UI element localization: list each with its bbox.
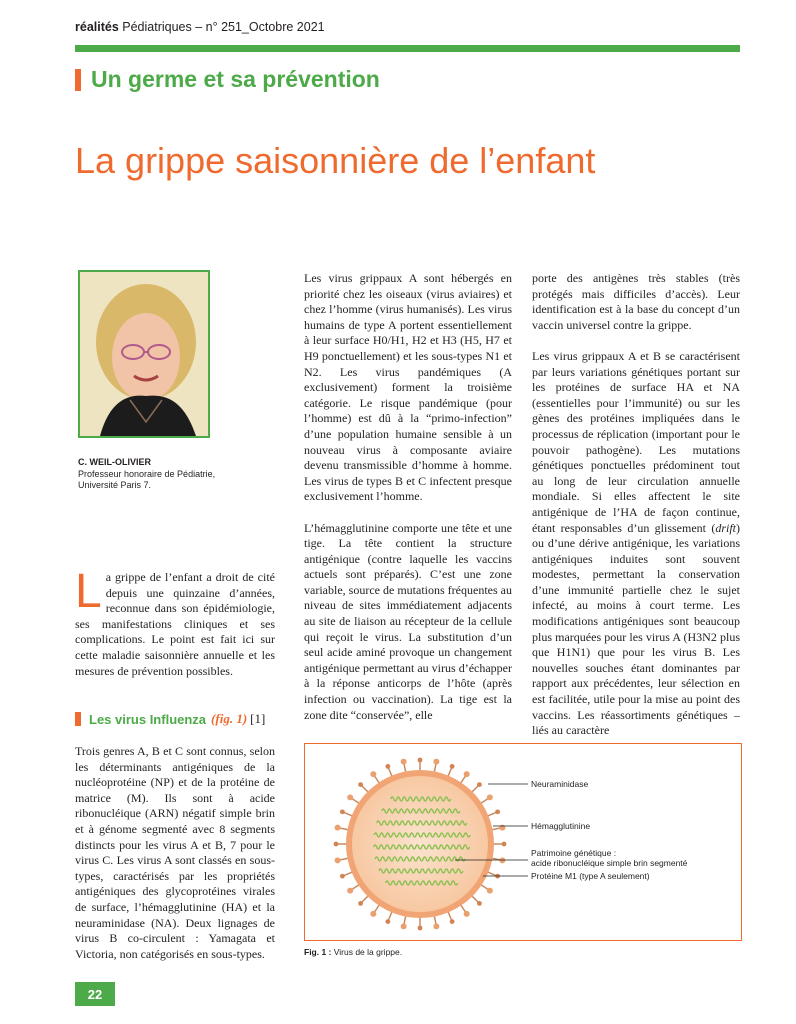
paragraph: Les virus grippaux A sont hébergés en priorité chez les oiseaux (virus aviaires) et chez l’homme (virus humanisés). Les virus humains de type A portent essentiellement à leur surface H0/H1, H2 et H3 (H5, H7 et H9 ponctuellement) et les sous-types N1 et N2. Les virus pandémiques (A exclusivement) forment la troisième catégorie. Le risque pandémique (pour l’homme) est dû à la “primo-infection” d’une population humaine sensible à un nouveau virus à composante aviaire devenu transmissible d’homme à homme. Les virus de types B et C infectent presque exclusivement l’homme.: [304, 271, 512, 504]
virus-diagram: [305, 744, 741, 940]
column3-body: [532, 271, 740, 739]
paragraph-text: ) ou d’une dérive antigénique, les variations antigéniques induites sont souvent modestes, permettant la conservation d’une immunité partielle chez le sujet infecté, au moins à court terme. Les modifications antigéniques sont beaucoup plus marquées pour les virus A (H3N2 plus que H1N1) que pour les virus B. Les nouvelles souches étant dominantes par rapport aux précédentes, leur sélection en est facilitée, utile pour la mise au point des vaccins. Les réassortiments génétiques – liés au caractère: [532, 520, 740, 738]
author-name: C. WEIL-OLIVIER: [78, 457, 151, 467]
citation-ref[interactable]: [1]: [250, 711, 266, 726]
header-rule: [75, 45, 740, 52]
section-label: [75, 66, 380, 93]
author-photo: [78, 270, 210, 438]
author-role-line1: Professeur honoraire de Pédiatrie,: [78, 469, 216, 479]
page-title: La grippe saisonnière de l’enfant: [75, 140, 596, 181]
author-role: [78, 469, 238, 491]
caption-text: Virus de la grippe.: [331, 947, 403, 957]
paragraph-text: Les virus grippaux A et B se caractérisent par leurs variations génétiques portant sur les protéines de surface HA et NA (essentielles pour l’immunité) ou sur les gènes des protéines impliquées dans le processus de réplication (important pour le pouvoir pathogène). Les mutations génétiques ponctuelles prédominent tout au long de leur circulation annuelle mondiale. Si elles affectent le site antigénique de l’HA de façon continue, étant responsables d’un glissement (: [532, 348, 740, 535]
label-neuraminidase: Neuraminidase: [531, 779, 589, 789]
running-header: [75, 20, 325, 34]
drop-cap: L: [75, 565, 102, 618]
section-marker: [75, 69, 81, 91]
figure-ref-link[interactable]: (fig. 1): [211, 711, 248, 726]
subheading-virus-influenza: [75, 711, 265, 727]
caption-prefix: Fig. 1 :: [304, 947, 332, 957]
intro-text: a grippe de l’enfant a droit de cité depuis une quinzaine d’années, reconnue dans son épidémiologie, ses manifestations cliniques et ses complications. Le point est fait ici sur cette maladie saisonnière annuelle et les mesures de prévention possibles.: [75, 570, 275, 678]
figure-virus-box: [304, 743, 742, 941]
author-role-line2: Université Paris 7.: [78, 480, 152, 490]
intro-paragraph: [75, 565, 275, 679]
figure-caption: [304, 947, 402, 957]
page-number: 22: [75, 982, 115, 1006]
issue-info: Pédiatriques – n° 251_Octobre 2021: [118, 20, 325, 34]
section-label-text: Un germe et sa prévention: [91, 66, 380, 92]
drift-term: drift: [715, 520, 736, 535]
virus-core: [352, 776, 488, 912]
paragraph: porte des antigènes très stables (très protégés mais difficiles d’accès). Leur identification est à la base du concept d’un vaccin universel contre la grippe.: [532, 271, 740, 332]
label-patrimoine-line2: acide ribonucléique simple brin segmenté: [531, 858, 688, 868]
author-portrait-image: [80, 272, 208, 436]
label-proteine-m1: Protéine M1 (type A seulement): [531, 871, 650, 881]
paragraph: Trois genres A, B et C sont connus, selon les déterminants antigéniques de la nucléoprotéine (NP) et de la protéine de matrice (M). Ils sont à acide ribonucléique (ARN) négatif simple brin et à génome segmenté avec 8 segments distincts pour les virus A et B, 7 pour le virus C. Les virus A sont classés en sous-types, caractérisés par les propriétés antigéniques des glycoprotéines virales de surface, l’hémagglutinine (HA) et la neuraminidase (NA). Deux lignages de virus B co-circulent : Yamagata et Victoria, non catégorisés en sous-types.: [75, 744, 275, 961]
paragraph: [532, 349, 740, 739]
column1-body: [75, 744, 275, 962]
journal-brand: réalités: [75, 20, 119, 34]
column2-body: [304, 271, 512, 723]
paragraph: L’hémagglutinine comporte une tête et une tige. La tête contient la structure antigénique (contre laquelle les vaccins actuels sont préparés). C’est une zone variable, source de mutations fréquentes au niveau de sites immédiatement adjacents au site de liaison au récepteur de la cellule qui reçoit le virus. La substitution d’un seul acide aminé provoque un changement antigénique permettant au virus d’échapper à la réponse anticorps de l’hôte (après infection ou vaccination). La tige est la zone dite “conservée”, elle: [304, 520, 512, 722]
label-hemagglutinine: Hémagglutinine: [531, 821, 591, 831]
subheading-marker: [75, 712, 81, 726]
subheading-label: Les virus Influenza: [89, 711, 207, 727]
label-patrimoine-line1: Patrimoine génétique :: [531, 848, 617, 858]
